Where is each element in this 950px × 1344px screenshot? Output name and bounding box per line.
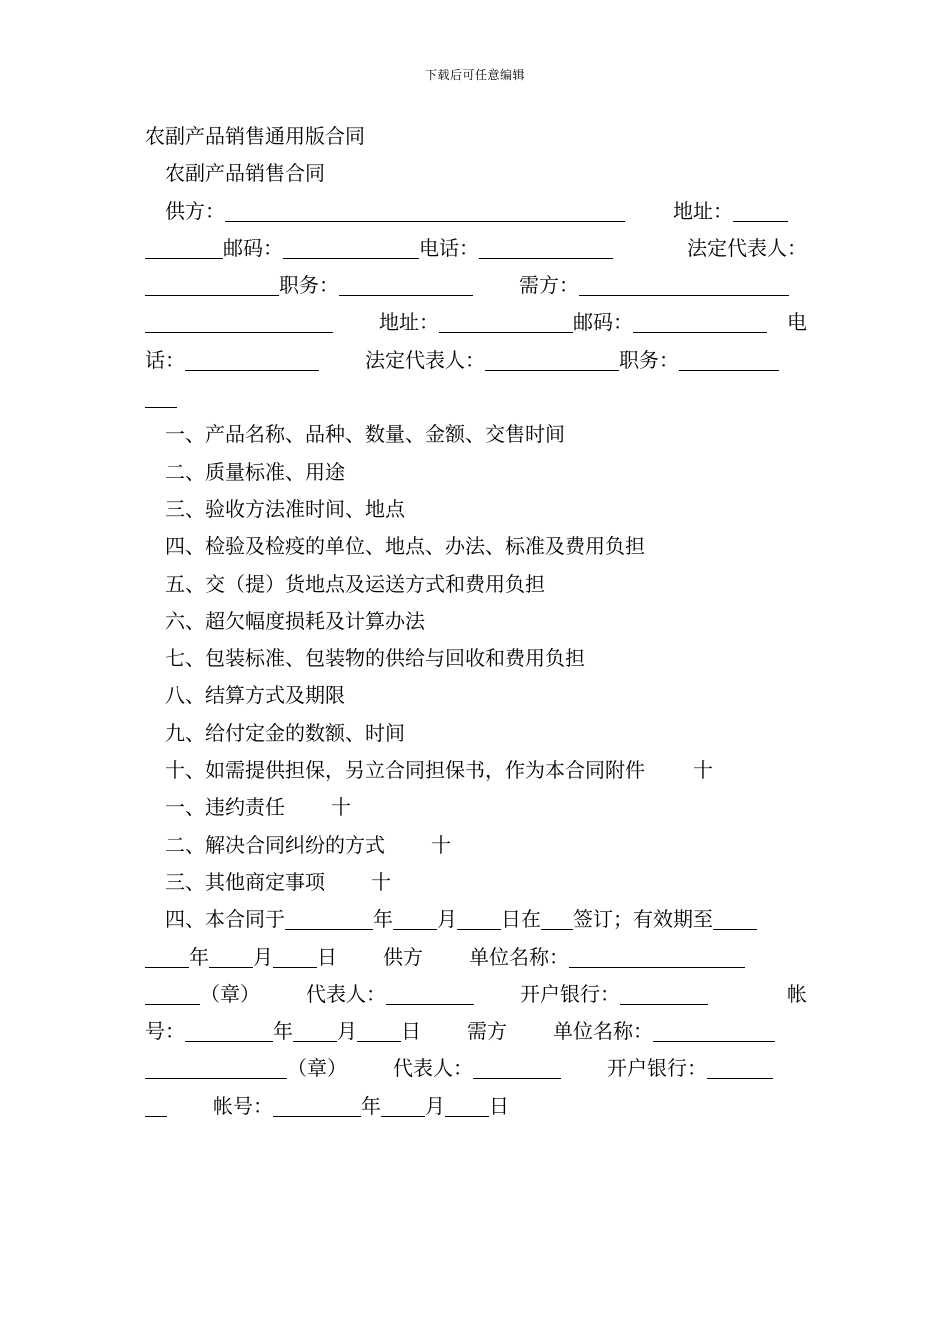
ten-char: 十	[371, 869, 391, 894]
account-label-part1: 帐	[787, 981, 807, 1006]
sign-month-blank[interactable]	[393, 905, 437, 930]
buyer-phone-label-part2: 话：	[145, 347, 185, 372]
clause-text: 三、其他商定事项	[165, 869, 325, 894]
month-label: 月	[337, 1019, 357, 1044]
account-blank[interactable]	[185, 1017, 273, 1042]
address-label: 地址：	[673, 198, 733, 223]
buyer-bank-blank-cont[interactable]	[145, 1092, 167, 1117]
clause-item: 五、交（提）货地点及运送方式和费用负担	[165, 571, 545, 596]
buyer-unit-name-blank-cont[interactable]	[145, 1054, 287, 1079]
year-label: 年	[361, 1093, 381, 1118]
clause-item: 七、包装标准、包装物的供给与回收和费用负担	[165, 646, 585, 671]
phone-label: 电话：	[419, 235, 479, 260]
buyer-phone-blank[interactable]	[185, 346, 319, 371]
postcode-label: 邮码：	[223, 235, 283, 260]
buyer-address-blank[interactable]	[439, 308, 573, 333]
header-note: 下载后可任意编辑	[424, 68, 525, 82]
buyer-sign-label: 需方	[467, 1019, 507, 1044]
buyer-legal-rep-label: 法定代表人：	[365, 347, 485, 372]
buyer-line-2	[145, 304, 807, 341]
address-blank[interactable]	[733, 197, 788, 222]
buyer-label: 需方：	[519, 273, 579, 298]
document-title: 农副产品销售通用版合同	[145, 124, 365, 148]
buyer-acct-day-blank[interactable]	[445, 1092, 489, 1117]
clause-item-12	[145, 827, 807, 864]
supplier-sign-label: 供方	[383, 944, 423, 969]
buyer-seal-label: （章）	[287, 1056, 347, 1081]
signing-line-2	[145, 939, 807, 976]
buyer-acct-month-blank[interactable]	[381, 1092, 425, 1117]
signed-label: 签订；有效期至	[573, 907, 713, 932]
day-label: 日	[317, 944, 337, 969]
clause-item: 八、结算方式及期限	[165, 683, 345, 708]
supplier-blank[interactable]	[225, 197, 625, 222]
position-label: 职务：	[279, 273, 339, 298]
clause-item-11	[145, 789, 807, 826]
clause-item-13	[145, 864, 807, 901]
signing-line-4	[145, 1013, 807, 1050]
buyer-line-3	[145, 342, 807, 379]
buyer-blank[interactable]	[579, 271, 789, 296]
buyer-account-blank[interactable]	[273, 1092, 361, 1117]
buyer-postcode-label: 邮码：	[573, 310, 633, 335]
contract-heading: 农副产品销售合同	[165, 161, 325, 186]
acct-month-blank[interactable]	[293, 1017, 337, 1042]
sign-day-blank[interactable]	[457, 905, 501, 930]
buyer-position-label: 职务：	[619, 347, 679, 372]
buyer-rep-label: 代表人：	[393, 1056, 473, 1081]
day-label: 日	[489, 1093, 509, 1118]
unit-name-blank-cont[interactable]	[145, 980, 200, 1005]
buyer-account-label: 帐号：	[213, 1093, 273, 1118]
acct-day-blank[interactable]	[357, 1017, 401, 1042]
day-label: 日	[401, 1019, 421, 1044]
postcode-blank[interactable]	[283, 234, 419, 259]
ten-char: 十	[331, 795, 351, 820]
rep-label: 代表人：	[306, 981, 386, 1006]
seal-label: （章）	[200, 981, 260, 1006]
clause-text: 十、如需提供担保，另立合同担保书，作为本合同附件	[165, 758, 645, 783]
buyer-unit-name-label: 单位名称：	[553, 1019, 653, 1044]
clause-item: 九、给付定金的数额、时间	[165, 720, 405, 745]
buyer-position-blank[interactable]	[679, 346, 779, 371]
phone-blank[interactable]	[479, 234, 613, 259]
signing-line-1	[145, 901, 807, 938]
valid-until-blank[interactable]	[713, 905, 757, 930]
clause-item: 四、检验及检疫的单位、地点、办法、标准及费用负担	[165, 534, 645, 559]
clause-item-10	[145, 752, 807, 789]
year-label: 年	[373, 907, 393, 932]
buyer-unit-name-blank[interactable]	[653, 1017, 775, 1042]
month-label: 月	[437, 907, 457, 932]
clause-item: 三、验收方法准时间、地点	[165, 496, 405, 521]
signing-line-6	[145, 1088, 807, 1125]
signing-line-3	[145, 976, 807, 1013]
legal-rep-label: 法定代表人：	[687, 235, 807, 260]
ten-char: 十	[431, 832, 451, 857]
ten-char: 十	[693, 758, 713, 783]
buyer-bank-label: 开户银行：	[607, 1056, 707, 1081]
bank-label: 开户银行：	[520, 981, 620, 1006]
clause-item: 一、产品名称、品种、数量、金额、交售时间	[165, 422, 565, 447]
buyer-line-4	[145, 379, 807, 416]
account-label-part2: 号：	[145, 1019, 185, 1044]
supplier-line-2	[145, 230, 807, 267]
unit-name-blank[interactable]	[569, 943, 745, 968]
buyer-position-blank-cont[interactable]	[145, 383, 177, 408]
valid-year-blank[interactable]	[145, 943, 189, 968]
buyer-phone-label-part1: 电	[787, 310, 807, 335]
address-blank-cont[interactable]	[145, 234, 223, 259]
clause-item: 六、超欠幅度损耗及计算办法	[165, 608, 425, 633]
buyer-postcode-blank[interactable]	[633, 308, 767, 333]
position-blank[interactable]	[339, 271, 473, 296]
sign-year-blank[interactable]	[285, 905, 373, 930]
year-label: 年	[273, 1019, 293, 1044]
clause-text: 二、解决合同纠纷的方式	[165, 832, 385, 857]
signing-prefix: 四、本合同于	[165, 907, 285, 932]
buyer-address-label: 地址：	[379, 310, 439, 335]
rep-blank[interactable]	[386, 980, 474, 1005]
buyer-bank-blank[interactable]	[707, 1054, 773, 1079]
supplier-line	[145, 193, 807, 230]
signing-line-5	[145, 1050, 807, 1087]
supplier-line-3	[145, 267, 807, 304]
contract-body	[145, 118, 807, 1125]
buyer-blank-cont[interactable]	[145, 308, 333, 333]
month-label: 月	[253, 944, 273, 969]
clause-text: 一、违约责任	[165, 795, 285, 820]
valid-day-blank[interactable]	[273, 943, 317, 968]
clause-item: 二、质量标准、用途	[165, 459, 345, 484]
legal-rep-blank[interactable]	[145, 271, 279, 296]
year-label: 年	[189, 944, 209, 969]
bank-blank[interactable]	[620, 980, 708, 1005]
buyer-rep-blank[interactable]	[473, 1054, 561, 1079]
unit-name-label: 单位名称：	[469, 944, 569, 969]
supplier-label: 供方：	[165, 198, 225, 223]
sign-at-label: 日在	[501, 907, 541, 932]
buyer-legal-rep-blank[interactable]	[485, 346, 619, 371]
valid-month-blank[interactable]	[209, 943, 253, 968]
sign-place-blank[interactable]	[541, 905, 573, 930]
month-label: 月	[425, 1093, 445, 1118]
